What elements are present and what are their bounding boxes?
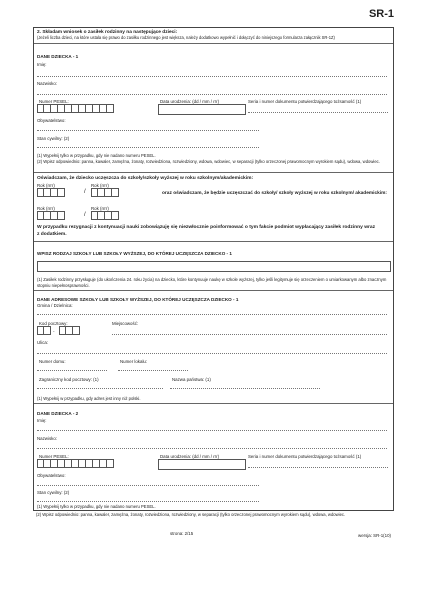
- school-statement-heading: Oświadczam, że dziecko uczęszcza do szkoły/szkoły wyższej w roku szkolnym/akademickim:: [37, 176, 254, 181]
- year-input-2[interactable]: [91, 188, 119, 197]
- child2-birth-date-label: Data urodzenia: (dd / mm / rrr): [160, 454, 220, 459]
- slash: /: [84, 189, 86, 195]
- house-no-field[interactable]: [37, 370, 107, 371]
- school-address-note: (1) Wypełnij w przypadku, gdy adres jest inny niż polski.: [37, 396, 141, 401]
- foreign-postal-label: Zagraniczny kod pocztowy: (1): [39, 377, 99, 382]
- child1-pesel-input[interactable]: [37, 104, 114, 113]
- child1-note-2: (2) Wpisz odpowiednio: panna, kawaler, zamężna, żonaty, rozwiedziona, rozwiedziony, wdowa, wdowiec, w separacji (tylko orzeczonej prawomocnym wyrokiem sądu), wdowa, wdowiec.: [37, 159, 380, 164]
- page-number: strona: 2/15: [170, 531, 194, 536]
- street-field[interactable]: [37, 353, 387, 354]
- child2-id-doc-label: Seria i numer dokumentu potwierdzającego tożsamość (1): [248, 454, 362, 459]
- child2-first-name-field[interactable]: [37, 430, 387, 431]
- postal-dash: -: [53, 329, 55, 334]
- child1-citizenship-field[interactable]: [37, 130, 259, 131]
- apt-no-label: Numer lokalu:: [120, 359, 148, 364]
- divider: [34, 290, 393, 291]
- year-input-1[interactable]: [37, 188, 65, 197]
- child2-citizenship-label: Obywatelstwo:: [37, 473, 66, 478]
- child2-note-1: (1) Wypełnij tylko w przypadku, gdy nie nadano numeru PESEL.: [37, 504, 156, 509]
- foreign-postal-field[interactable]: [37, 388, 163, 389]
- child1-pesel-label: Numer PESEL:: [39, 99, 69, 104]
- city-label: Miejscowość:: [112, 321, 139, 326]
- school-type-note: (1) Zasiłek rodzinny przysługuje (do ukończenia 24. roku życia) na dziecko, które kontynuuje naukę w szkole wyższej, tylko jeśli legitymuje się orzeczeniem o umiarkowanym albo znacznym stopniu niepełnosprawności.: [37, 277, 387, 288]
- apt-no-field[interactable]: [118, 370, 188, 371]
- child2-citizenship-field[interactable]: [37, 485, 259, 486]
- child2-first-name-label: Imię:: [37, 418, 47, 423]
- school-address-heading: DANE ADRESOWE SZKOŁY LUB SZKOŁY WYŻSZEJ, DO KTÓREJ UCZĘSZCZA DZIECKO - 1: [37, 297, 239, 302]
- child1-note-1: (1) Wypełnij tylko w przypadku, gdy nie nadano numeru PESEL.: [37, 153, 156, 158]
- postal-code-label: Kod pocztowy:: [39, 321, 68, 326]
- child1-birth-date-label: Data urodzenia: (dd / mm / rrr): [160, 99, 220, 104]
- commune-field[interactable]: [37, 314, 387, 315]
- child2-heading: DANE DZIECKA - 2: [37, 411, 79, 416]
- year-label-4: Rok (rrrr): [91, 206, 109, 211]
- section-title: 2. Składam wniosek o zasiłek rodzinny na następujące dzieci:: [37, 30, 178, 35]
- child2-pesel-input[interactable]: [37, 459, 114, 468]
- child1-first-name-label: Imię:: [37, 62, 47, 67]
- street-label: Ulica:: [37, 340, 48, 345]
- child1-last-name-label: Nazwisko:: [37, 81, 58, 86]
- child2-last-name-label: Nazwisko:: [37, 436, 58, 441]
- divider: [34, 172, 393, 173]
- child1-id-doc-label: Seria i numer dokumentu potwierdzającego tożsamość (1): [248, 99, 362, 104]
- child2-id-doc-field[interactable]: [248, 467, 388, 468]
- commune-label: Gmina / Dzielnica:: [37, 303, 73, 308]
- child2-note-2: (2) Wpisz odpowiednio: panna, kawaler, zamężna, żonaty, rozwiedziona, rozwiedziony, w separacji (tylko orzeczonej prawomocnym wyrokiem sądu), wdowa, wdowiec.: [36, 512, 346, 517]
- child1-civil-status-label: Stan cywilny: (2): [37, 136, 70, 141]
- year-label-2: Rok (rrrr): [91, 183, 109, 188]
- year-label-3: Rok (rrrr): [37, 206, 55, 211]
- child1-civil-status-field[interactable]: [37, 147, 259, 148]
- slash: /: [84, 212, 86, 218]
- divider: [34, 403, 393, 404]
- form-version: wersja: SR-1(10): [358, 533, 391, 538]
- section-instruction: (Jeżeli liczba dzieci, na które ustala się prawo do zasiłku rodzinnego jest większa, należy dodatkowo wypełnić i dołączyć do niniejszego formularza załącznik SR-1Z): [37, 35, 335, 40]
- postal-code-input-2[interactable]: [59, 326, 80, 335]
- child2-civil-status-label: Stan cywilny: (2): [37, 490, 70, 495]
- city-field[interactable]: [112, 334, 387, 335]
- school-statement-warning: W przypadku rezygnacji z kontynuacji nauki zobowiązuję się niezwłocznie poinformować o tym fakcie podmiot wypłacający zasiłek rodzinny wraz z dodatkiem.: [37, 225, 376, 237]
- school-type-input[interactable]: [37, 261, 391, 272]
- child2-pesel-label: Numer PESEL:: [39, 454, 69, 459]
- divider: [34, 43, 393, 44]
- child2-civil-status-field[interactable]: [37, 501, 259, 502]
- child2-birth-date-input[interactable]: [158, 459, 246, 470]
- child1-birth-date-input[interactable]: [158, 104, 246, 115]
- school-type-heading: WPISZ RODZAJ SZKOŁY LUB SZKOŁY WYŻSZEJ, DO KTÓREJ UCZĘSZCZA DZIECKO - 1: [37, 251, 232, 256]
- divider: [34, 241, 393, 242]
- child1-last-name-field[interactable]: [37, 94, 387, 95]
- country-label: Nazwa państwa: (1): [172, 377, 211, 382]
- child1-first-name-field[interactable]: [37, 76, 387, 77]
- child1-citizenship-label: Obywatelstwo:: [37, 118, 66, 123]
- school-statement-also: oraz oświadczam, że będzie uczęszczać do szkoły/ szkoły wyższej w roku szkolnym/ akademickim:: [162, 191, 388, 196]
- year-label-1: Rok (rrrr): [37, 183, 55, 188]
- form-id: SR-1: [368, 8, 394, 20]
- house-no-label: Numer domu:: [39, 359, 66, 364]
- child2-last-name-field[interactable]: [37, 448, 387, 449]
- year-input-3[interactable]: [37, 211, 65, 220]
- child1-id-doc-field[interactable]: [248, 112, 388, 113]
- postal-code-input-1[interactable]: [37, 326, 51, 335]
- country-field[interactable]: [170, 388, 320, 389]
- form-frame: [33, 27, 394, 511]
- child1-heading: DANE DZIECKA - 1: [37, 54, 79, 59]
- year-input-4[interactable]: [91, 211, 119, 220]
